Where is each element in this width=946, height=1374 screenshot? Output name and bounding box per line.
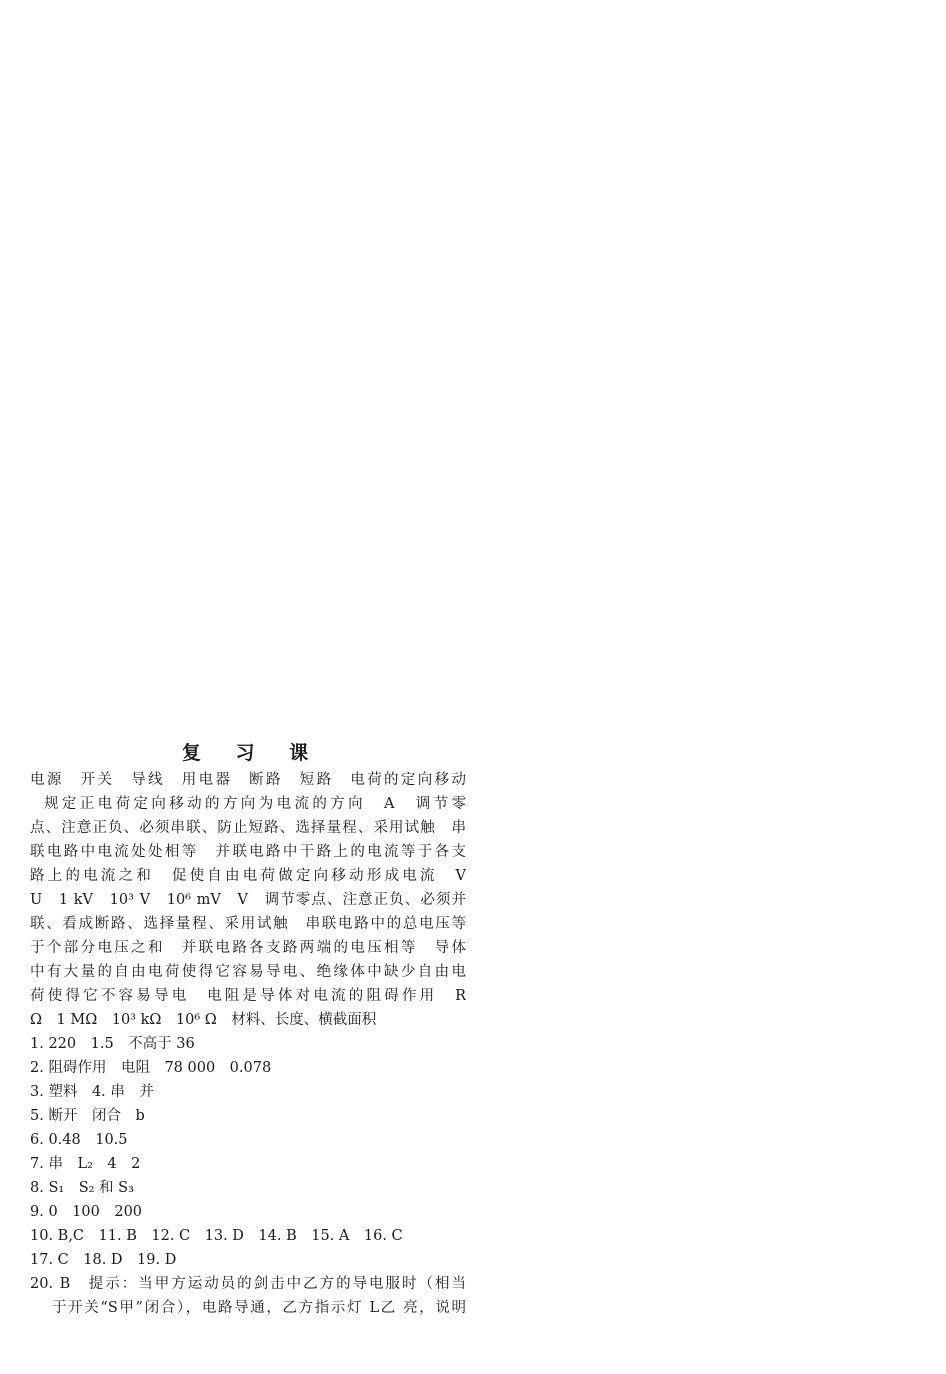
review-line: 荷使得它不容易导电 电阻是导体对电流的阻碍作用 R — [30, 988, 466, 1004]
answer-line: 1. 220 1.5 不高于 36 — [30, 1036, 195, 1052]
review-line: 联电路中电流处处相等 并联电路中干路上的电流等于各支 — [30, 844, 466, 860]
answer-line: 9. 0 100 200 — [30, 1204, 143, 1220]
answer-line: 3. 塑料 4. 串 并 — [30, 1084, 154, 1100]
page-title: 复 习 课 — [181, 742, 323, 764]
answer-line: 6. 0.48 10.5 — [30, 1132, 128, 1148]
answer-line: 于开关“S甲”闭合），电路导通，乙方指示灯 L乙 亮，说明 — [52, 1300, 466, 1316]
review-line: 路上的电流之和 促使自由电荷做定向移动形成电流 V — [30, 868, 466, 884]
answer-line: 8. S₁ S₂ 和 S₃ — [30, 1180, 134, 1196]
review-line: 中有大量的自由电荷使得它容易导电、绝缘体中缺少自由电 — [30, 964, 466, 980]
answer-line: 17. C 18. D 19. D — [30, 1252, 177, 1268]
review-line: U 1 kV 10³ V 10⁶ mV V 调节零点、注意正负、必须并 — [30, 892, 466, 908]
answer-line: 7. 串 L₂ 4 2 — [30, 1156, 141, 1172]
review-line: 点、注意正负、必须串联、防止短路、选择量程、采用试触 串 — [30, 820, 466, 836]
review-line: 联、看成断路、选择量程、采用试触 串联电路中的总电压等 — [30, 916, 466, 932]
answer-line: 2. 阻碍作用 电阻 78 000 0.078 — [30, 1060, 272, 1076]
answer-line: 10. B,C 11. B 12. C 13. D 14. B 15. A 16. C — [30, 1228, 403, 1244]
review-line: 电源 开关 导线 用电器 断路 短路 电荷的定向移动 — [30, 772, 466, 788]
review-line: Ω 1 MΩ 10³ kΩ 10⁶ Ω 材料、长度、横截面积 — [30, 1012, 377, 1028]
answer-line: 20. B 提示：当甲方运动员的剑击中乙方的导电服时（相当 — [30, 1276, 466, 1292]
answer-line: 5. 断开 闭合 b — [30, 1108, 145, 1124]
review-line: 规定正电荷定向移动的方向为电流的方向 A 调节零 — [44, 796, 466, 812]
review-line: 于个部分电压之和 并联电路各支路两端的电压相等 导体 — [30, 940, 466, 956]
review-summary — [30, 768, 466, 1320]
